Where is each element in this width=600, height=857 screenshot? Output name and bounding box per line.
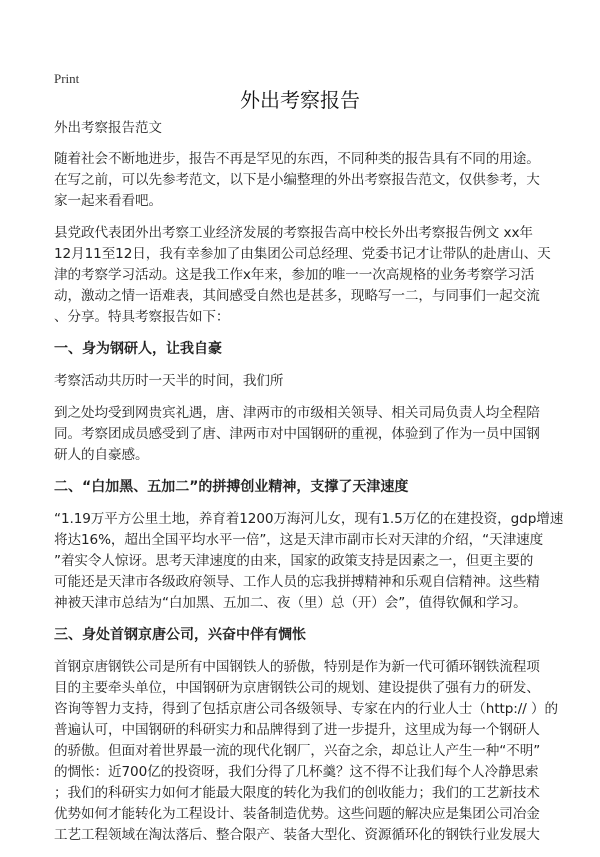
- paragraph-line: 咨询等智力支持，得到了包括京唐公司各级领导、专家在内的行业人士（http:// ）的: [54, 701, 558, 717]
- section-heading: 二、“白加黑、五加二”的拼搏创业精神，支撑了天津速度: [54, 479, 409, 495]
- paragraph-line: 动，激动之情一语难表，其间感受自然也是甚多，现略写一二，与同事们一起交流: [54, 288, 540, 304]
- paragraph-line: 、分享。特具考察报告如下：: [54, 309, 230, 325]
- paragraph: [54, 371, 554, 392]
- paragraph-line: 随着社会不断地进步，报告不再是罕见的东西，不同种类的报告具有不同的用途。: [54, 151, 540, 167]
- paragraph-line: 津的考察学习活动。这是我工作x年来，参加的唯一一次高规格的业务考察学习活: [54, 267, 535, 283]
- section-heading: 一、身为钢研人，让我自豪: [54, 341, 222, 357]
- paragraph-line: 将达16%，超出全国平均水平一倍”，这是天津市副市长对天津的介绍，“天津速度: [54, 532, 544, 548]
- paragraph-line: “1.19万平方公里土地，养育着1200万海河儿女，现有1.5万亿的在建投资，gdp增速: [54, 511, 564, 527]
- paragraph-line: 工艺工程领域在淘汰落后、整合限产、装备大型化、资源循环化的钢铁行业发展大: [54, 827, 540, 843]
- paragraph-line: 神被天津市总结为“白加黑、五加二、夜（里）总（开）会”，值得钦佩和学习。: [54, 595, 527, 611]
- paragraph-line: 首钢京唐钢铁公司是所有中国钢铁人的骄傲，特别是作为新一代可循环钢铁流程项: [54, 659, 540, 675]
- paragraph-line: 目的主要牵头单位，中国钢研为京唐钢铁公司的规划、建设提供了强有力的研发、: [54, 680, 540, 696]
- paragraph-line: 县党政代表团外出考察工业经济发展的考察报告高中校长外出考察报告例文 xx年: [54, 225, 533, 241]
- paragraph-line: 的骄傲。但面对着世界最一流的现代化钢厂，兴奋之余，却总让人产生一种“不明”: [54, 743, 541, 759]
- paragraph-line: 可能还是天津市各级政府领导、工作人员的忘我拼搏精神和乐观自信精神。这些精: [54, 574, 540, 590]
- page-title: 外出考察报告: [240, 88, 360, 112]
- paragraph-line: 优势如何才能转化为工程设计、装备制造优势。这些问题的解决应是集团公司冶金: [54, 806, 540, 822]
- paragraph: [54, 509, 564, 614]
- paragraph-line: ”着实令人惊讶。思考天津速度的由来，国家的政策支持是因素之一，但更主要的: [54, 553, 534, 569]
- paragraph-line: 普遍认可，中国钢研的科研实力和品牌得到了进一步提升，这里成为每一个钢研人: [54, 722, 540, 738]
- paragraph: [54, 657, 558, 846]
- paragraph: [54, 223, 554, 328]
- document-body: [54, 118, 564, 857]
- print-link[interactable]: Print: [54, 71, 80, 86]
- paragraph: [54, 149, 554, 212]
- paragraph-line: ；我们的科研实力如何才能最大限度的转化为我们的创收能力；我们的工艺新技术: [54, 785, 540, 801]
- paragraph-line: 考察活动共历时一天半的时间，我们所: [54, 373, 284, 389]
- paragraph-line: 到之处均受到网贵宾礼遇，唐、津两市的市级相关领导、相关司局负责人均全程陪: [54, 405, 540, 421]
- section-heading: 三、身处首钢京唐公司，兴奋中伴有惆怅: [54, 627, 306, 643]
- paragraph-line: 的惆怅：近700亿的投资呀，我们分得了几杯羹？这不得不让我们每个人冷静思索: [54, 764, 539, 780]
- paragraph-line: 12月11至12日，我有幸参加了由集团公司总经理、党委书记才让带队的赴唐山、天: [54, 246, 551, 262]
- paragraph-line: 同。考察团成员感受到了唐、津两市对中国钢研的重视，体验到了作为一员中国钢: [54, 426, 540, 442]
- document-subtitle: 外出考察报告范文: [54, 120, 162, 136]
- paragraph-line: 研人的自豪感。: [54, 447, 149, 463]
- paragraph-line: 在写之前，可以先参考范文，以下是小编整理的外出考察报告范文，仅供参考，大: [54, 172, 540, 188]
- paragraph-line: 家一起来看看吧。: [54, 193, 162, 209]
- paragraph: [54, 403, 554, 466]
